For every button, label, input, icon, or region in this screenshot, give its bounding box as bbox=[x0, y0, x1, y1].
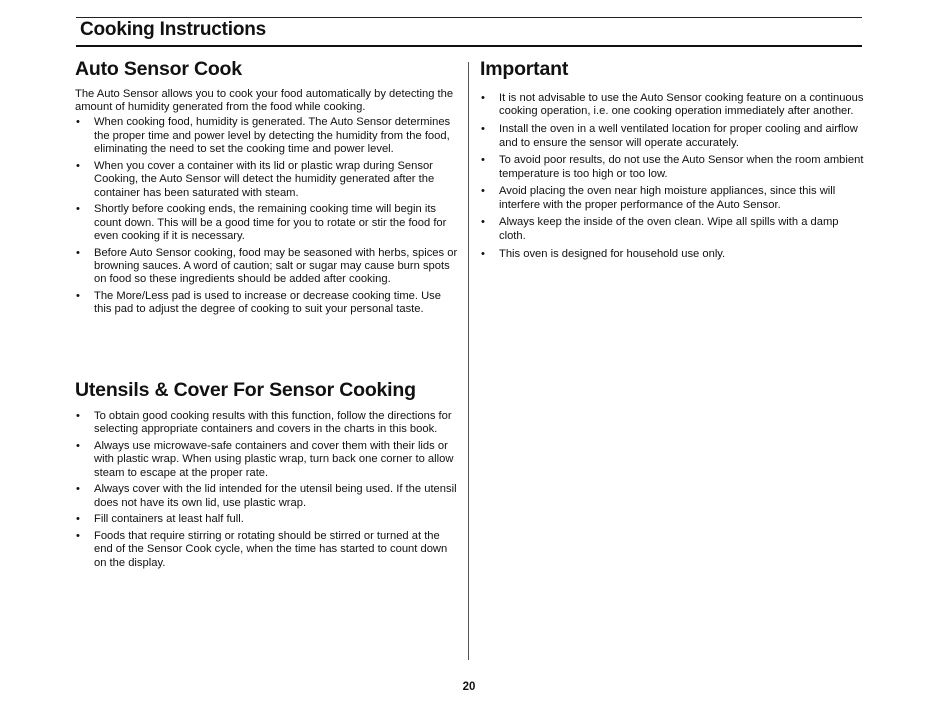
column-divider bbox=[468, 62, 469, 660]
list-item-text: Always use microwave-safe containers and cover them with their lids or with plastic wrap. When using plastic wrap, turn back one corner to allow steam to escape at the proper rate. bbox=[94, 440, 454, 479]
auto-sensor-list bbox=[75, 116, 459, 316]
bullet-icon: • bbox=[481, 185, 485, 198]
list-item bbox=[75, 530, 459, 570]
list-item-text: Before Auto Sensor cooking, food may be seasoned with herbs, spices or browning sauces. A word of caution; salt or sugar may cause burn spots on food so these ingredients should be added after cooking. bbox=[94, 246, 458, 286]
important-list bbox=[480, 92, 864, 261]
list-item bbox=[75, 160, 459, 200]
bullet-icon: • bbox=[76, 530, 80, 542]
page-number: 20 bbox=[462, 681, 476, 693]
bullet-icon: • bbox=[481, 123, 485, 136]
list-item-text: When you cover a container with its lid or plastic wrap during Sensor Cooking, the Auto Sensor will detect the humidity generated after the container has been saturated with steam. bbox=[94, 159, 435, 199]
list-item-text: Shortly before cooking ends, the remaining cooking time will begin its count down. This will be a good time for you to rotate or stir the food for even cooking if it is necessary. bbox=[94, 203, 447, 243]
list-item-text: Always keep the inside of the oven clean. Wipe all spills with a damp cloth. bbox=[499, 216, 839, 242]
bullet-icon: • bbox=[76, 483, 80, 496]
utensils-cover-section bbox=[75, 378, 459, 573]
list-item bbox=[480, 154, 864, 181]
bullet-icon: • bbox=[481, 247, 485, 260]
list-item-text: It is not advisable to use the Auto Sensor cooking feature on a continuous cooking operation, i.e. one cooking operation immediately after another. bbox=[499, 92, 864, 118]
list-item bbox=[75, 483, 459, 510]
bullet-icon: • bbox=[481, 216, 485, 229]
bullet-icon: • bbox=[76, 203, 80, 216]
list-item-text: Always cover with the lid intended for the utensil being used. If the utensil does not have its own lid, use plastic wrap. bbox=[94, 483, 457, 509]
bullet-icon: • bbox=[76, 513, 80, 526]
list-item bbox=[480, 216, 864, 243]
list-item bbox=[75, 203, 459, 243]
list-item bbox=[75, 116, 459, 156]
bullet-icon: • bbox=[76, 116, 80, 129]
bullet-icon: • bbox=[481, 92, 485, 104]
list-item bbox=[480, 92, 864, 119]
bullet-icon: • bbox=[481, 154, 485, 167]
list-item-text: The More/Less pad is used to increase or decrease cooking time. Use this pad to adjust the degree of cooking to suit your personal taste. bbox=[94, 290, 441, 316]
list-item bbox=[75, 290, 459, 317]
bullet-icon: • bbox=[76, 290, 80, 303]
header-rule-bottom bbox=[76, 45, 862, 47]
utensils-list bbox=[75, 410, 459, 570]
list-item bbox=[480, 248, 864, 261]
list-item-text: To avoid poor results, do not use the Auto Sensor when the room ambient temperature is too high or too low. bbox=[499, 154, 864, 180]
bullet-icon: • bbox=[76, 440, 80, 452]
list-item-text: When cooking food, humidity is generated. The Auto Sensor determines the proper time and power level by detecting the humidity from the food, eliminating the need to set the cooking time and power level. bbox=[94, 116, 451, 156]
list-item-text: To obtain good cooking results with this function, follow the directions for selecting appropriate containers and covers in the charts in this book. bbox=[94, 410, 452, 436]
header-rule-top bbox=[76, 17, 862, 18]
list-item bbox=[75, 247, 459, 287]
page-title: Cooking Instructions bbox=[80, 19, 267, 40]
bullet-icon: • bbox=[76, 159, 80, 172]
bullet-icon: • bbox=[76, 410, 80, 422]
auto-sensor-cook-section bbox=[75, 57, 459, 320]
utensils-cover-heading: Utensils & Cover For Sensor Cooking bbox=[75, 379, 416, 401]
list-item bbox=[480, 123, 864, 150]
list-item bbox=[75, 410, 459, 437]
list-item bbox=[75, 513, 459, 526]
list-item-text: Install the oven in a well ventilated location for proper cooling and airflow and to ensure the sensor will operate accurately. bbox=[499, 123, 858, 149]
list-item bbox=[480, 185, 864, 212]
list-item-text: Avoid placing the oven near high moisture appliances, since this will interfere with the proper performance of the Auto Sensor. bbox=[499, 185, 836, 211]
auto-sensor-intro: The Auto Sensor allows you to cook your food automatically by detecting the amount of humidity generated from the food while cooking. bbox=[75, 88, 454, 114]
auto-sensor-cook-heading: Auto Sensor Cook bbox=[75, 58, 242, 80]
list-item-text: Fill containers at least half full. bbox=[94, 513, 244, 526]
important-section bbox=[480, 57, 864, 265]
list-item bbox=[75, 440, 459, 480]
list-item-text: This oven is designed for household use only. bbox=[499, 247, 726, 260]
important-heading: Important bbox=[480, 58, 569, 80]
list-item-text: Foods that require stirring or rotating should be stirred or turned at the end of the Sensor Cook cycle, when the time has started to count down on the display. bbox=[94, 530, 448, 569]
bullet-icon: • bbox=[76, 246, 80, 259]
